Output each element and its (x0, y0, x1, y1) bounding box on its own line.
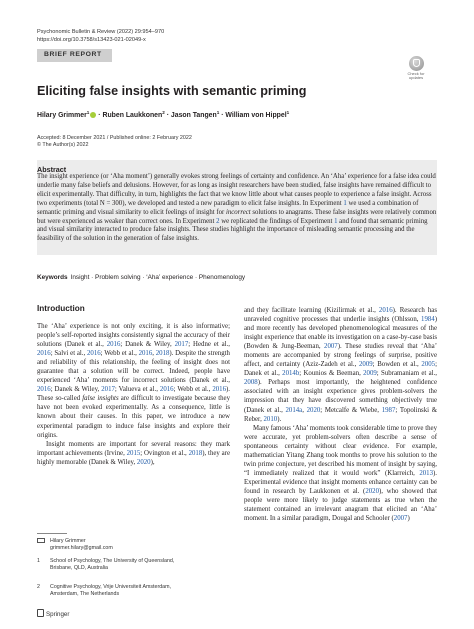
publisher-logo (37, 609, 69, 618)
body-text: ). Experimental evidence that insight moments enhance certainty can be found in research by Laukkonen et al. ( (244, 469, 437, 495)
citation-link[interactable]: 2016 (37, 386, 51, 394)
author-name[interactable]: Hilary Grimmer (37, 112, 87, 119)
citation-link[interactable]: 2018 (188, 449, 203, 457)
check-updates-icon (409, 56, 424, 71)
body-text: ; Webb et al., (100, 350, 139, 358)
abstract-text: The insight experience (or ‘Aha moment’) generally evokes strong feelings of certainty and confidence. An ‘Aha’ experience for a false idea could underlie many false beliefs and delusions. However, for as long as insight researchers have been studied, false insights have remained difficult to elicit experimentally. That difficulty, in turn, highlights the fact that we know little about what causes people to experience a false insight. Across two experiments (total N = 300), we developed and tested a new paradigm to elicit false insights. In Experiment 1 we used a combination of semantic priming and visual similarity to elicit feelings of insight for incorrect solutions to anagrams. These false insights were relatively common but were experienced as weaker than correct ones. In Experiment 2 we replicated the findings of Experiment 1 and found that semantic priming and visual similarity interacted to produce false insights. These studies highlight the importance of misleading semantic processing and the feasibility of the solution in the generation of false insights. (37, 173, 437, 243)
citation-link[interactable]: 2007 (324, 343, 338, 351)
body-text: ; Subramaniam et al., (376, 370, 437, 378)
author-name[interactable]: Ruben Laukkonen (102, 112, 163, 119)
keywords-text: Insight · Problem solving · ‘Aha’ experience · Phenomenology (70, 274, 246, 281)
citation-link[interactable]: 2008 (244, 379, 258, 387)
citation-link[interactable]: 2020 (365, 487, 380, 495)
citation-link[interactable]: 2016 (212, 386, 226, 394)
body-text: are difficult to investigate because they have not been evoked experimentally. As a consequence, little is known about their causes. In this paper, we introduce a new experimental paradigm to induce false insights and explore their origins. (37, 395, 231, 439)
paragraph (244, 424, 437, 524)
section-heading-introduction: Introduction (37, 304, 85, 313)
citation-link[interactable]: 2017 (174, 341, 189, 349)
citation-link[interactable]: 2016 (86, 350, 101, 358)
author-name[interactable]: Jason Tangen (170, 112, 217, 119)
paragraph (37, 440, 230, 467)
body-text: ), (150, 458, 155, 466)
body-text: ; Hedne et al., (188, 341, 230, 349)
body-text: Many famous ‘Aha’ moments took considerable time to prove they were accurate, yet problem-solvers often describe a sense of spontaneous certainty without clear evidence. For example, mathematician Yitang Zhang took months to prove his solution to the twin prime conjecture, yet described his moment of insight by saying, “I immediately realized that it would work” (Klarreich, (244, 424, 437, 477)
citation-link[interactable]: 2016 (37, 350, 51, 358)
author-affiliation: 1 (86, 110, 90, 115)
experiment-ref[interactable]: 1 (343, 199, 347, 207)
citation-link[interactable]: 2014b (282, 370, 300, 378)
envelope-icon (37, 538, 45, 543)
citation-link[interactable]: 2007 (393, 515, 408, 523)
publisher-name: Springer (46, 611, 70, 618)
journal-header (37, 28, 164, 44)
body-text: ). (277, 415, 282, 423)
citation-link[interactable]: 2017 (101, 386, 115, 394)
citation-link[interactable]: 2009 (363, 370, 377, 378)
author-name[interactable]: William von Hippel (225, 112, 287, 119)
check-updates-text: Check for updates (407, 71, 425, 81)
body-text: ; Danek & Wiley, (120, 341, 175, 349)
body-text: ; Topolinski & Reber, (244, 406, 438, 423)
body-text: ) and more recently has developed phenomenological measures of the insight experience that enable its investigation on a case-by-case basis (Bowden & Jung-Beeman, (244, 316, 437, 351)
journal-citation: Psychonomic Bulletin & Review (2022) 29:954–970 (37, 29, 165, 35)
affiliation-footnote: 1 School of Psychology, The University of Queensland, Brisbane, QLD, Australia (37, 558, 175, 571)
springer-horse-icon (37, 609, 44, 617)
body-text: and they facilitate learning (Kizilirmak et al., (244, 307, 379, 314)
body-text: ; Metcalfe & Wiebe, (320, 406, 382, 414)
corresponding-author: Hilary Grimmer (50, 538, 86, 544)
citation-link[interactable]: 2018 (155, 350, 170, 358)
body-text: ) (407, 515, 410, 523)
email-link[interactable]: grimmer.hilary@gmail.com (50, 545, 113, 551)
author-list: Hilary Grimmer$^1$ · Ruben Laukkonen$^2$ · Jason Tangen$^1$ · William von Hippel$^1$ (37, 110, 290, 119)
body-text: ). These so-called (37, 386, 230, 403)
keywords (37, 274, 245, 281)
body-text: Insight moments are important for several reasons: they mark important achievements (Irvine, (37, 440, 230, 457)
body-text: ; Webb et al., (173, 386, 213, 394)
author-affiliation: 2 (162, 110, 165, 115)
emphasis-text: false insights (82, 395, 119, 403)
abstract-heading: Abstract (37, 165, 67, 174)
citation-link[interactable]: 2016 (159, 386, 174, 394)
footnote-mark: 1 (37, 558, 40, 564)
citation-link[interactable]: 2016 (138, 350, 153, 358)
body-text: ; Salvi et al., (50, 350, 87, 358)
correspondence-footnote (37, 538, 113, 552)
keywords-label: Keywords (37, 274, 68, 281)
body-text: , (152, 350, 156, 358)
body-text: ). Research has unraveled cognitive processes that underlie insights (Ohlsson, (244, 307, 437, 324)
paper-title: Eliciting false insights with semantic priming (37, 84, 307, 98)
accepted-published: Accepted: 8 December 2021 / Published online: 2 February 2022 (37, 135, 192, 141)
orcid-icon[interactable] (90, 112, 96, 118)
body-text: ; Danek et al., (244, 361, 437, 378)
article-type-label: BRIEF REPORT (44, 51, 102, 58)
citation-link[interactable]: 2016 (378, 307, 393, 314)
body-text: ; Kounios & Beeman, (299, 370, 364, 378)
citation-link[interactable]: 2015 (126, 449, 141, 457)
body-text: ). Despite the strength and reliability of this relationship, the feeling of insight does not guarantee that a solution will be correct. Indeed, people have experienced ‘Aha’ moments for incorrect solutions (Danek et al., (37, 350, 230, 385)
citation-link[interactable]: 1987 (381, 406, 396, 414)
body-text: ), they are highly memorable (Danek & Wiley, (37, 449, 230, 466)
right-column (244, 306, 437, 523)
citation-link[interactable]: 2014a (285, 406, 303, 414)
body-text: ; Danek & Wiley, (50, 386, 102, 394)
paragraph (37, 322, 230, 440)
body-text: ), who showed that people were more likely to judge statements as true when the statement contained an irrelevant anagram that elicited an ‘Aha’ moment. In a similar paradigm, Dougal and Schooler ( (244, 487, 437, 523)
publication-dates (37, 135, 192, 150)
left-column (37, 322, 230, 467)
footnote-divider (37, 533, 67, 534)
citation-link[interactable]: 2016 (106, 341, 121, 349)
experiment-ref[interactable]: 2 (216, 217, 220, 225)
body-text: ; Ovington et al., (140, 449, 189, 457)
body-text: ). Perhaps most importantly, the heightened confidence associated with an insight experience gives problem-solvers the impression that they have discovered something objectively true (Danek et al., (244, 379, 437, 414)
check-for-updates-badge[interactable] (403, 56, 429, 81)
author-affiliation: 1 (286, 110, 290, 115)
doi-link[interactable]: https://doi.org/10.3758/s13423-021-02049-x (37, 37, 146, 43)
paragraph (244, 306, 437, 424)
citation-link[interactable]: 2005 (421, 361, 436, 369)
copyright: © The Author(s) 2022 (37, 142, 89, 149)
citation-link[interactable]: 2020 (136, 458, 151, 466)
body-text: , (302, 406, 307, 414)
affiliation-footnote: 2 Cognitive Psychology, Vrije Universiteit Amsterdam, Amsterdam, The Netherlands (37, 584, 171, 597)
body-text: ; Bowden et al., (372, 361, 422, 369)
experiment-ref[interactable]: 1 (334, 217, 338, 225)
body-text: ). These studies reveal that ‘Aha’ moments are accompanied by strong feelings of surprise, positive affect, and certainty (Aziz-Zadeh et al., (244, 343, 437, 369)
author-affiliation: 1 (216, 110, 220, 115)
footnote-mark: 2 (37, 584, 40, 590)
citation-link[interactable]: 2009 (358, 361, 373, 369)
citation-link[interactable]: 1984 (421, 316, 435, 324)
body-text: The ‘Aha’ experience is not only exciting, it is also informative; people’s self-reported insights consistently signal the accuracy of their solutions (Danek et al., (37, 323, 230, 349)
body-text: ; Valueva et al., (114, 386, 160, 394)
citation-link[interactable]: 2020 (306, 406, 321, 414)
citation-link[interactable]: 2010 (263, 415, 278, 423)
citation-link[interactable]: 2013 (419, 469, 433, 477)
